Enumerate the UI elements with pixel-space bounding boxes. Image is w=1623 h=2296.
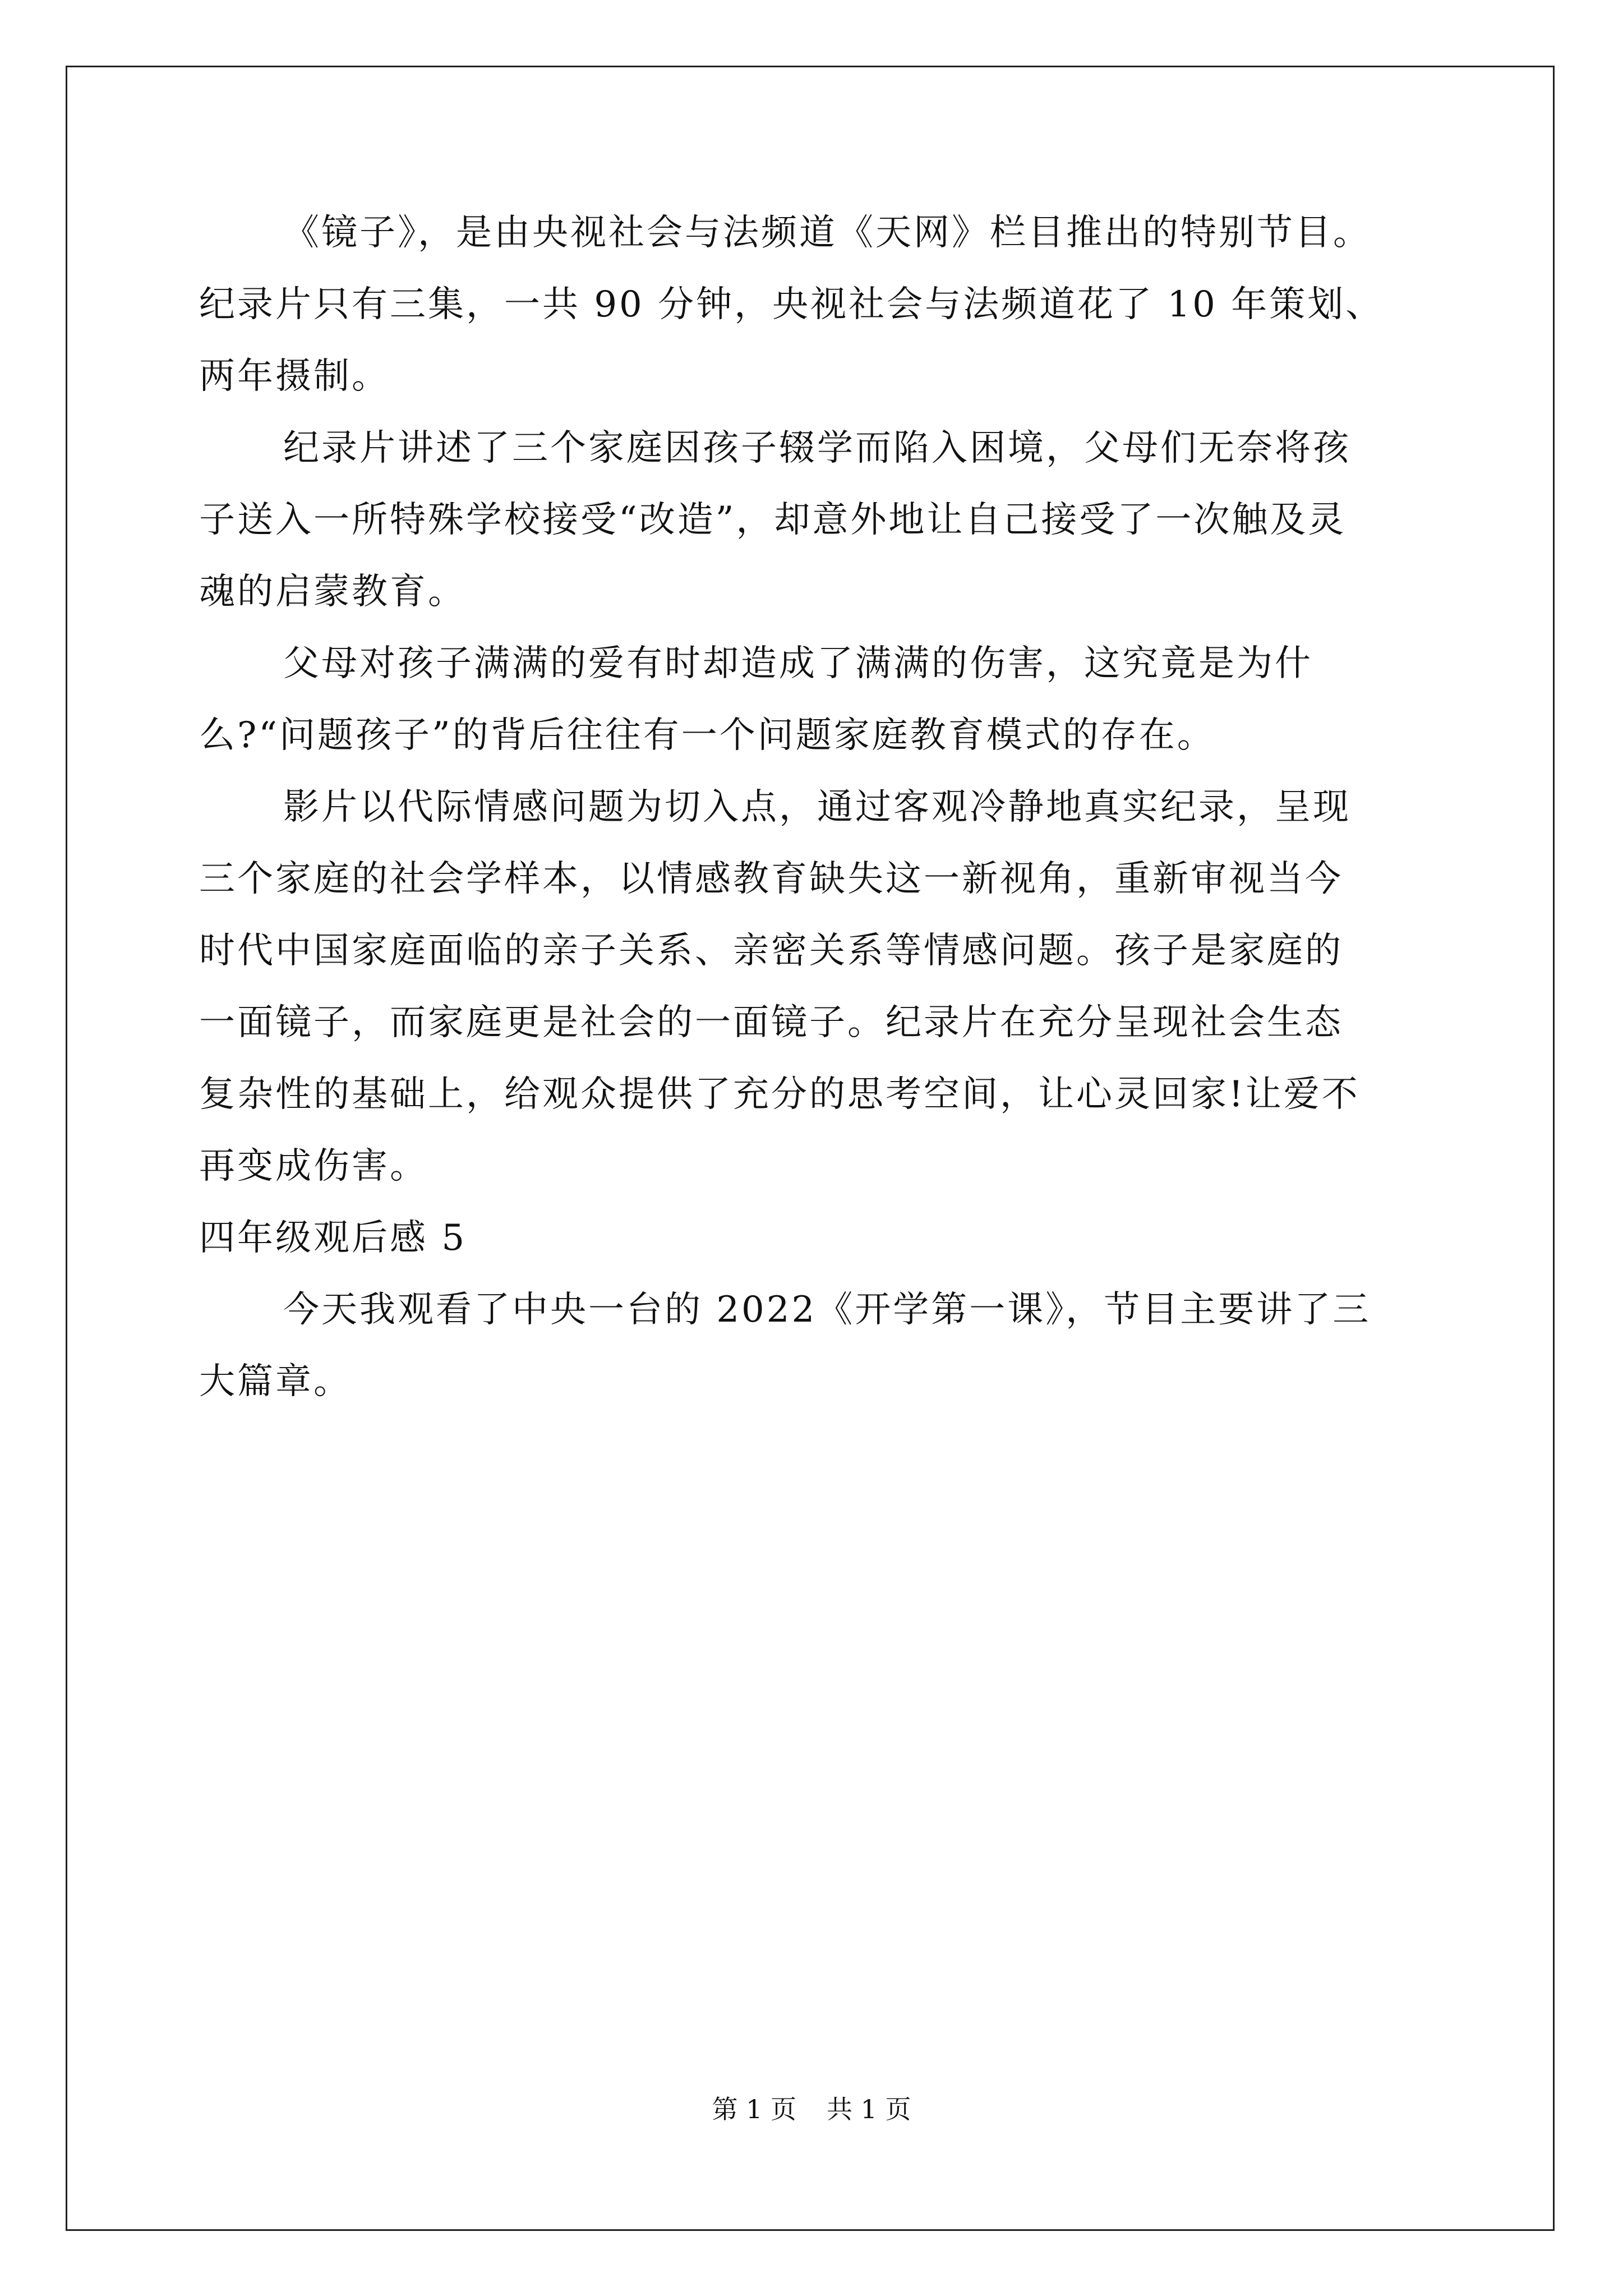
text-line: 影片以代际情感问题为切入点，通过客观冷静地真实纪录，呈现 [283,786,1351,828]
text-line: 父母对孩子满满的爱有时却造成了满满的伤害，这究竟是为什 [283,643,1313,684]
text-line: 纪录片只有三集，一共 90 分钟，央视社会与法频道花了 10 年策划、 [199,284,1384,325]
text-line: 纪录片讲述了三个家庭因孩子辍学而陷入困境，父母们无奈将孩 [283,427,1351,469]
text-line: 两年摄制。 [199,356,390,397]
text-line: 再变成伤害。 [199,1145,428,1187]
text-line: 复杂性的基础上，给观众提供了充分的思考空间，让心灵回家!让爱不 [199,1074,1360,1115]
text-line: 一面镜子，而家庭更是社会的一面镜子。纪录片在充分呈现社会生态 [199,1002,1343,1043]
page-number-total: 共 1 页 [827,2094,911,2124]
text-line: 《镜子》，是由央视社会与法频道《天网》栏目推出的特别节目。 [283,212,1371,254]
page-number-current: 第 1 页 [712,2094,796,2124]
text-line: 今天我观看了中央一台的 2022《开学第一课》，节目主要讲了三 [283,1289,1371,1331]
page-footer [0,2095,1623,2123]
text-line: 时代中国家庭面临的亲子关系、亲密关系等情感问题。孩子是家庭的 [199,930,1343,972]
text-line: 大篇章。 [199,1361,352,1402]
text-line: 么?“问题孩子”的背后往往有一个问题家庭教育模式的存在。 [199,715,1215,756]
document-body [199,212,1433,1433]
text-line: 魂的启蒙教育。 [199,571,466,613]
text-line: 三个家庭的社会学样本，以情感教育缺失这一新视角，重新审视当今 [199,858,1343,900]
section-heading: 四年级观后感 5 [199,1217,467,1259]
text-line: 子送入一所特殊学校接受“改造”，却意外地让自己接受了一次触及灵 [199,499,1347,541]
